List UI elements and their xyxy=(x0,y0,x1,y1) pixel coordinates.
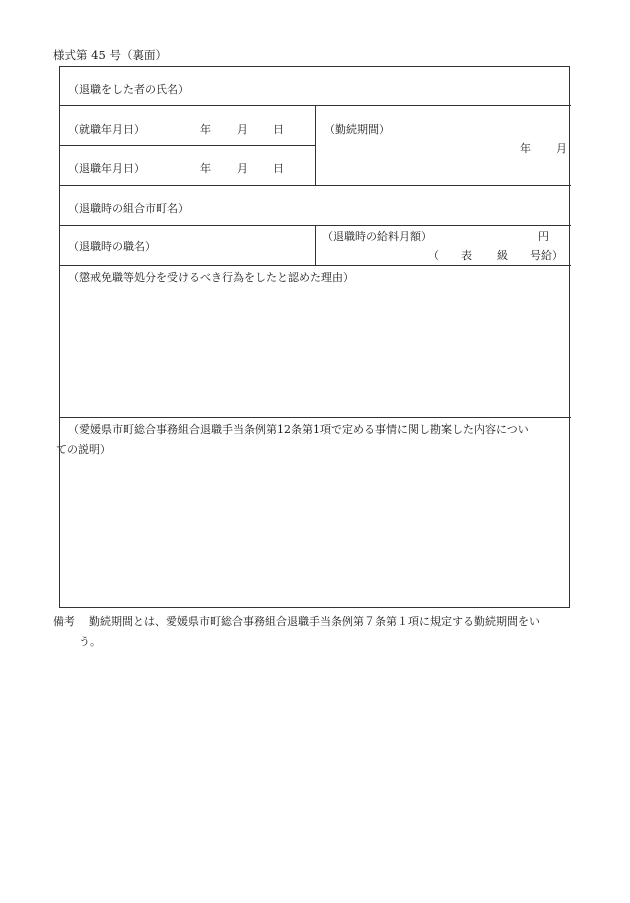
row-divider-3 xyxy=(60,185,571,186)
row-divider-5 xyxy=(60,265,571,266)
disciplinary-reason-label: （懲戒免職等処分を受けるべき行為をしたと認めた理由） xyxy=(68,271,354,284)
retiree-name-label: （退職をした者の氏名） xyxy=(68,83,189,96)
grade-table: 表 xyxy=(461,249,472,262)
salary-unit: 円 xyxy=(538,230,549,243)
retire-date-year: 年 xyxy=(200,162,211,175)
row-divider-6 xyxy=(60,417,571,418)
consideration-label-line1: （愛媛県市町総合事務組合退職手当条例第12条第1項で定める事情に関し勘案した内容につい xyxy=(68,423,529,436)
row-divider-2 xyxy=(60,145,316,146)
service-period-month: 月 xyxy=(556,142,567,155)
grade-level: 級 xyxy=(497,249,508,262)
col-divider-1 xyxy=(315,105,316,185)
grade-open-paren: （ xyxy=(428,249,439,262)
remarks-prefix: 備考 xyxy=(53,615,75,628)
hire-date-label: （就職年月日） xyxy=(68,123,145,136)
grade-step: 号給） xyxy=(530,249,563,262)
hire-date-month: 月 xyxy=(237,123,248,136)
consideration-label-line2: ての説明） xyxy=(56,443,111,456)
service-period-label: （勤続期間） xyxy=(324,123,390,136)
col-divider-2 xyxy=(315,225,316,265)
position-label: （退職時の職名） xyxy=(68,240,156,253)
retire-date-label: （退職年月日） xyxy=(68,162,145,175)
form-table xyxy=(56,66,570,608)
municipality-label: （退職時の組合市町名） xyxy=(68,202,189,215)
form-title: 様式第 45 号（裏面） xyxy=(53,48,167,62)
retire-date-day: 日 xyxy=(273,162,284,175)
service-period-year: 年 xyxy=(520,142,531,155)
remarks-line2: う。 xyxy=(79,635,101,648)
remarks-line1: 勤続期間とは、愛媛県市町総合事務組合退職手当条例第７条第１項に規定する勤続期間をい xyxy=(89,615,540,628)
hire-date-day: 日 xyxy=(273,123,284,136)
salary-label: （退職時の給料月額） xyxy=(322,230,432,243)
retire-date-month: 月 xyxy=(237,162,248,175)
hire-date-year: 年 xyxy=(200,123,211,136)
